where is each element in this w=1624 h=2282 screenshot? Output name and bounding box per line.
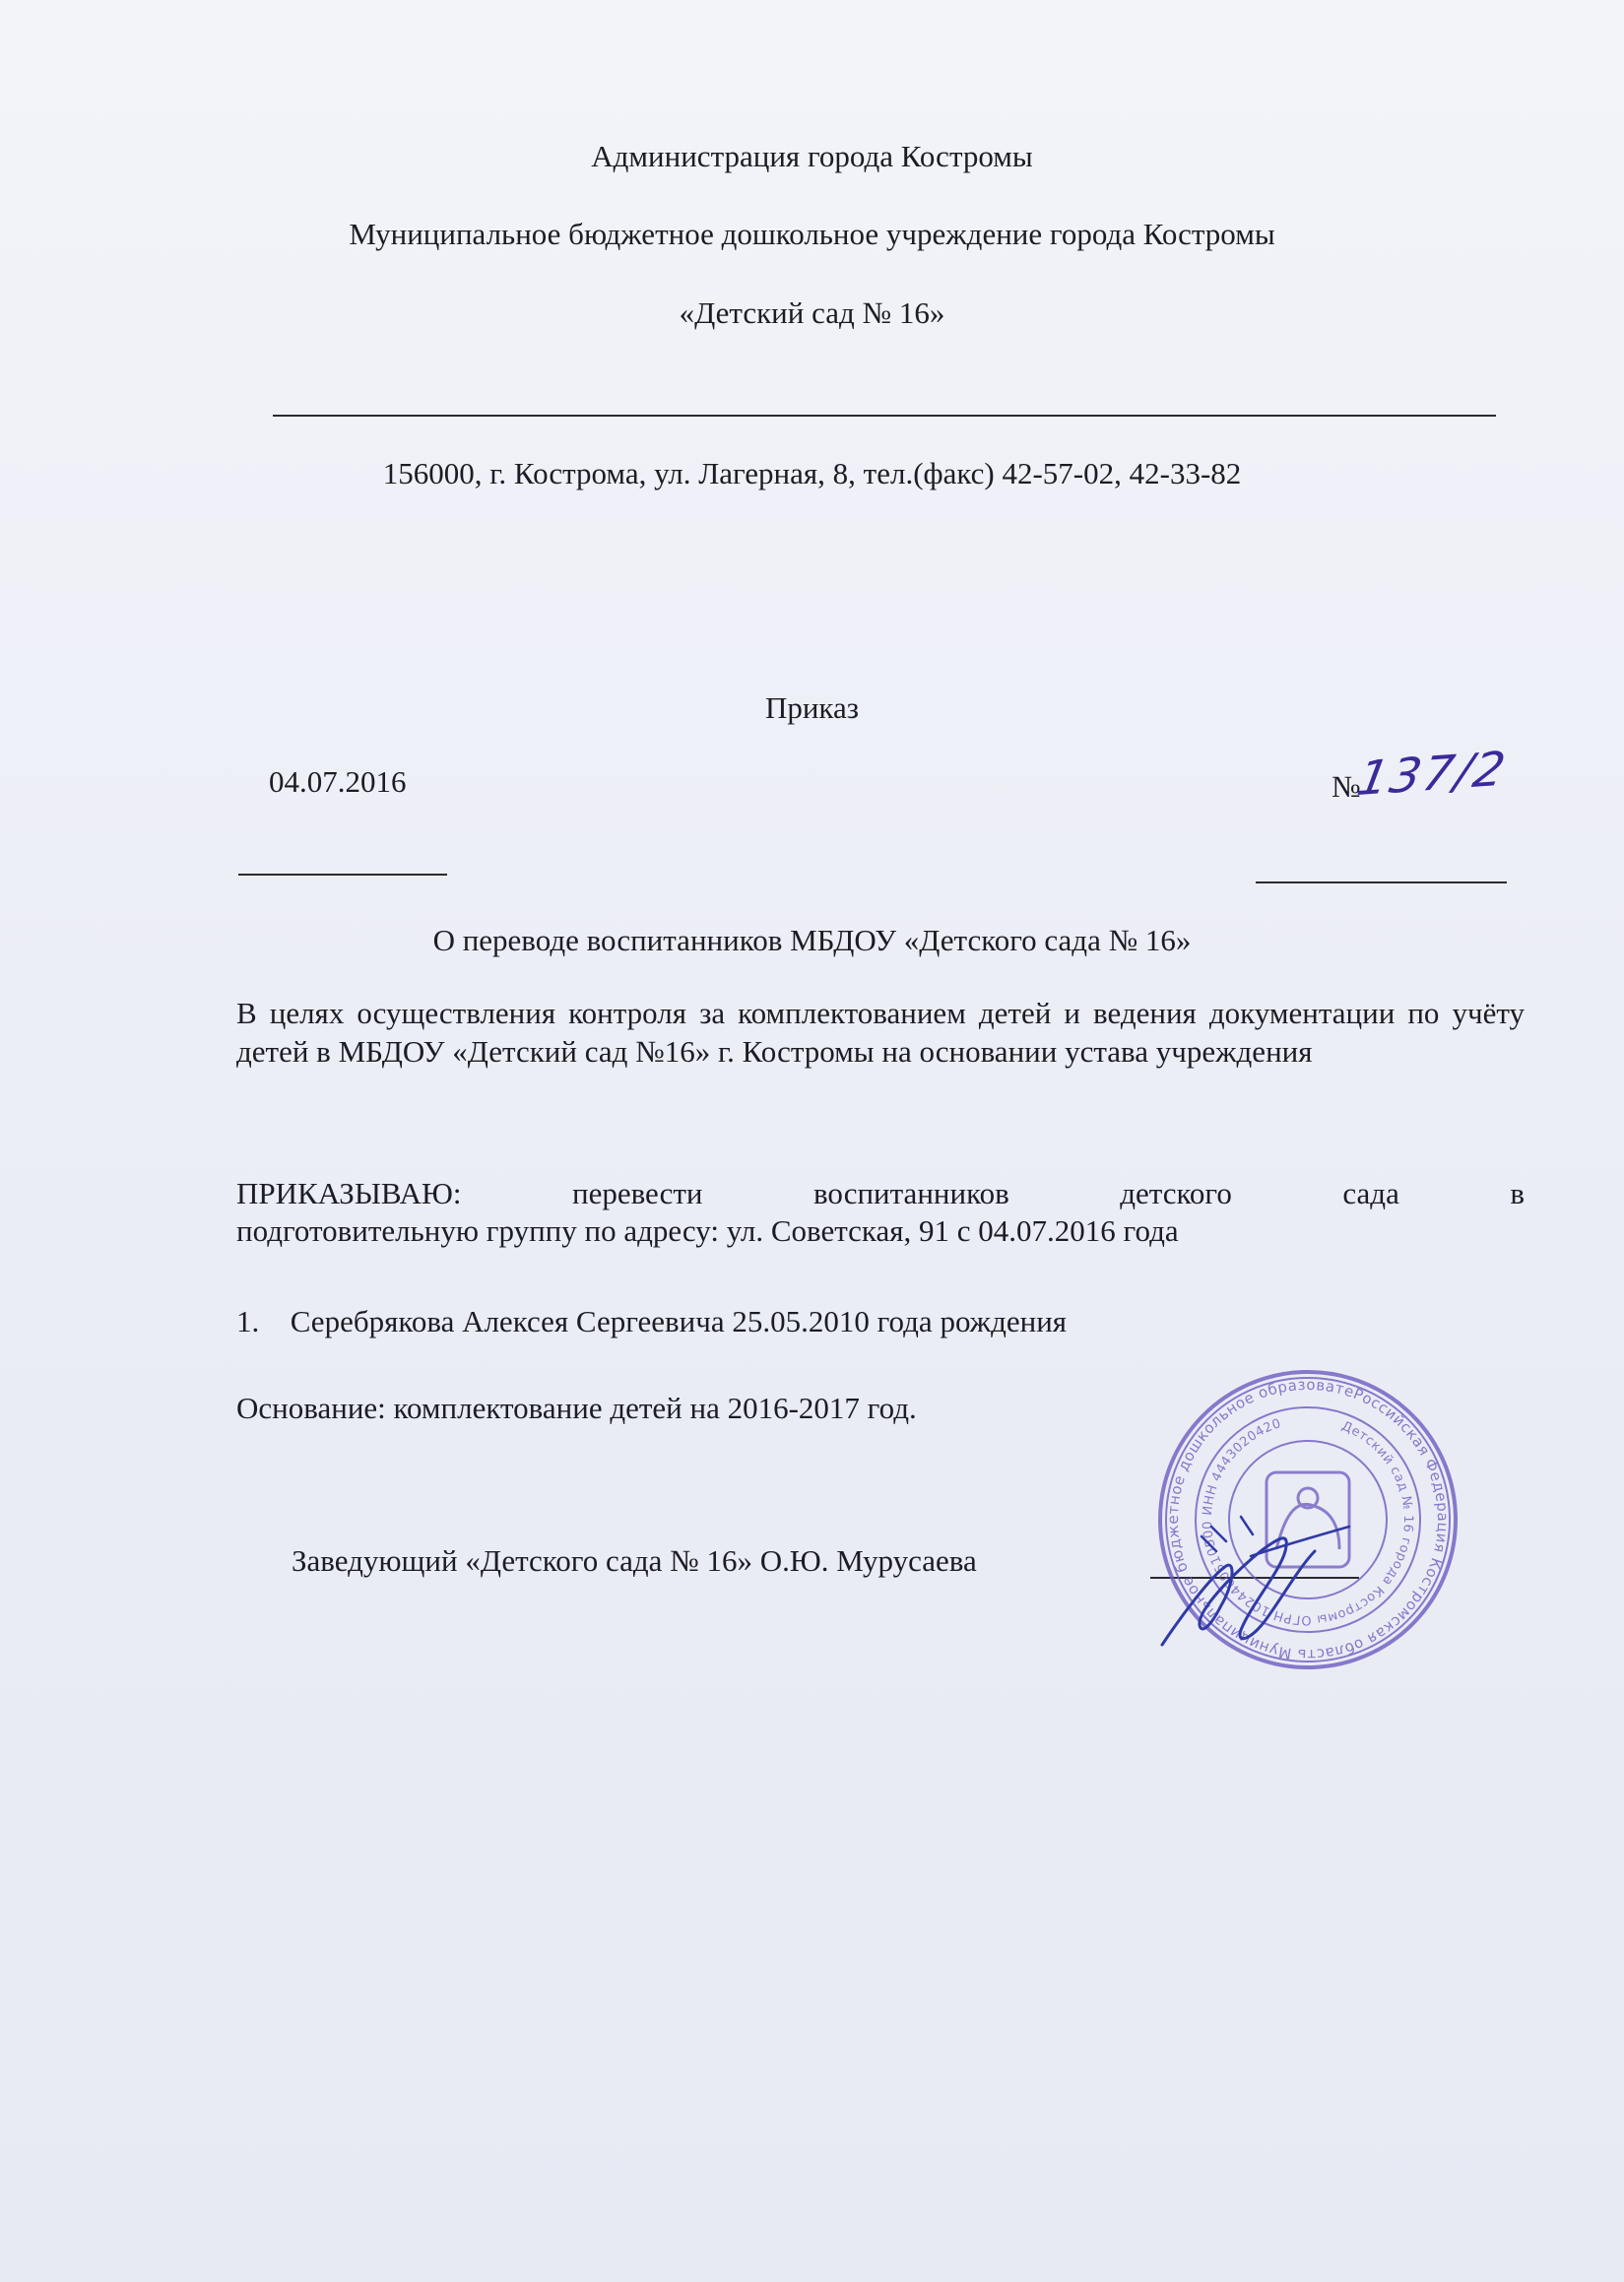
header-institution: Муниципальное бюджетное дошкольное учреждение города Костромы <box>349 217 1275 251</box>
number-underline <box>1256 881 1507 883</box>
stamp-inner-text: Детский сад № 16 города Костромы ОГРН 1024400510500 ИНН 4443020420 <box>1200 1416 1416 1628</box>
header-address: 156000, г. Кострома, ул. Лагерная, 8, тел.(факс) 42-57-02, 42-33-82 <box>382 456 1242 490</box>
handwritten-signature <box>1142 1458 1398 1694</box>
intro-paragraph: В целях осуществления контроля за комплектованием детей и ведения документации по учёту детей в МБДОУ «Детский сад №16» г. Костромы на основании устава учреждения <box>236 996 1525 1069</box>
order-subject: О переводе воспитанников МБДОУ «Детского сада № 16» <box>432 923 1192 957</box>
order-paragraph-line2: подготовительную группу по адресу: ул. Советская, 91 с 04.07.2016 года <box>236 1213 1179 1248</box>
order-date: 04.07.2016 <box>269 764 407 799</box>
list-item-number: 1. <box>236 1304 260 1338</box>
order-number-label: № <box>1332 769 1361 804</box>
date-underline <box>238 874 447 876</box>
order-title: Приказ <box>764 690 860 725</box>
order-number-handwritten: 137/2 <box>1352 741 1512 808</box>
basis-line: Основание: комплектование детей на 2016-2017 год. <box>236 1391 917 1425</box>
list-item <box>236 1303 1067 1340</box>
header-divider <box>273 415 1496 417</box>
stamp-outer-text: Российская Федерация Костромская область Муниципальное бюджетное дошкольное образовательное <box>1163 1375 1453 1664</box>
header-kindergarten: «Детский сад № 16» <box>679 295 945 330</box>
signature-line: Заведующий «Детского сада № 16» О.Ю. Мурусаева <box>292 1543 977 1578</box>
list-item-text: Серебрякова Алексея Сергеевича 25.05.2010 года рождения <box>290 1304 1068 1338</box>
order-paragraph-line1: ПРИКАЗЫВАЮ: перевести воспитанников детского сада в <box>236 1176 1525 1210</box>
header-administration: Администрация города Костромы <box>591 139 1033 173</box>
